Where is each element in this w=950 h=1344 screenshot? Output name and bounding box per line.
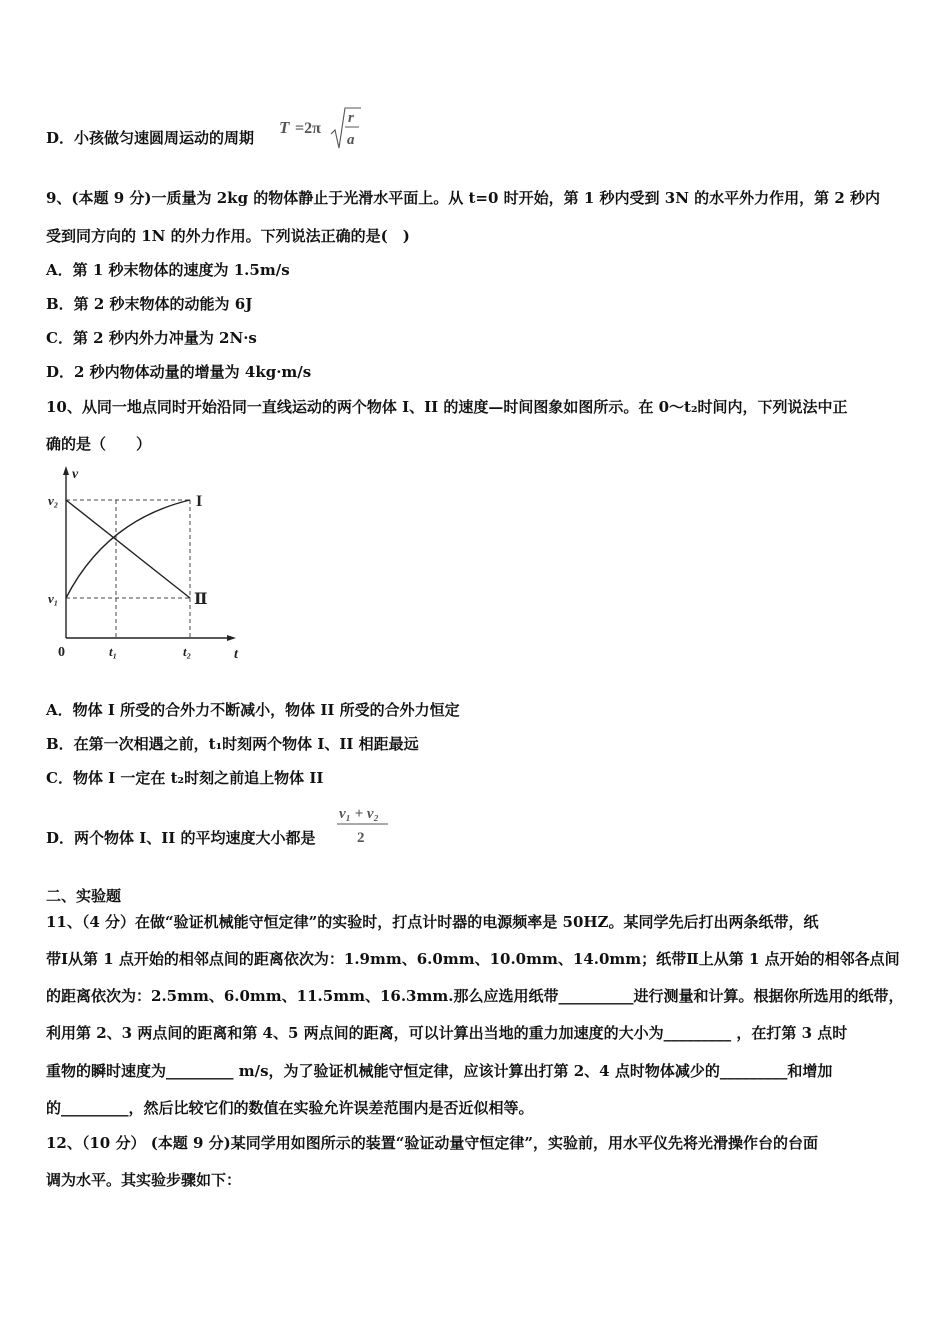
avg-velocity-fraction bbox=[334, 800, 394, 850]
q8-option-d: D．小孩做匀速圆周运动的周期 bbox=[46, 129, 255, 147]
line-ii bbox=[66, 500, 190, 598]
fraction-num: v₁ + v₂ bbox=[339, 806, 379, 822]
q10-option-c: C．物体 I 一定在 t₂时刻之前追上物体 II bbox=[46, 769, 324, 787]
q9-option-d: D．2 秒内物体动量的增量为 4kg·m/s bbox=[46, 363, 312, 381]
q10-stem-2: 确的是（ ） bbox=[46, 435, 152, 453]
t-axis-arrow bbox=[227, 635, 236, 641]
q9-option-b: B．第 2 秒末物体的动能为 6J bbox=[46, 295, 253, 313]
sqrt-sign bbox=[331, 108, 361, 148]
v-axis-label: v bbox=[72, 467, 79, 482]
q10-stem-1: 10、从同一地点同时开始沿同一直线运动的两个物体 I、II 的速度—时间图象如图所示。在 0～t₂时间内，下列说法中正 bbox=[46, 398, 848, 416]
v2-label: v₂ bbox=[48, 493, 59, 508]
q11-line-6: 的_________，然后比较它们的数值在实验允许误差范围内是否近似相等。 bbox=[46, 1099, 534, 1117]
q11-line-3: 的距离依次为：2.5mm、6.0mm、11.5mm、16.3mm.那么应选用纸带__________进行测量和计算。根据你所选用的纸带， bbox=[46, 987, 904, 1005]
t2-label: t₂ bbox=[183, 644, 192, 659]
q10-option-d: D．两个物体 I、II 的平均速度大小都是 bbox=[46, 829, 316, 847]
period-formula-svg bbox=[277, 104, 367, 152]
period-formula bbox=[277, 104, 367, 152]
q10-option-a: A．物体 I 所受的合外力不断减小，物体 II 所受的合外力恒定 bbox=[46, 701, 460, 719]
formula-num: r bbox=[348, 110, 354, 126]
q12-line-1: 12、（10 分） (本题 9 分)某同学用如图所示的装置“验证动量守恒定律”，实验前，用水平仪先将光滑操作台的台面 bbox=[46, 1134, 819, 1152]
q12-line-2: 调为水平。其实验步骤如下： bbox=[46, 1171, 242, 1189]
q9-option-c: C．第 2 秒内外力冲量为 2N·s bbox=[46, 329, 257, 347]
t1-label: t₁ bbox=[109, 644, 118, 659]
q9-option-a: A．第 1 秒末物体的速度为 1.5m/s bbox=[46, 261, 290, 279]
v-axis-arrow bbox=[63, 466, 69, 475]
q9-stem-1: 9、(本题 9 分)一质量为 2kg 的物体静止于光滑水平面上。从 t=0 时开始，第 1 秒内受到 3N 的水平外力作用，第 2 秒内 bbox=[46, 189, 881, 207]
origin-label: 0 bbox=[58, 645, 65, 660]
q9-stem-2: 受到同方向的 1N 的外力作用。下列说法正确的是( ) bbox=[46, 227, 410, 245]
formula-eq: =2π bbox=[295, 120, 321, 137]
formula-den: a bbox=[347, 132, 355, 148]
q11-line-2: 带Ⅰ从第 1 点开始的相邻点间的距离依次为：1.9mm、6.0mm、10.0mm、14.0mm；纸带Ⅱ上从第 1 点开始的相邻各点间 bbox=[46, 950, 900, 968]
v1-label: v₁ bbox=[48, 591, 59, 606]
line-ii-label: Ⅱ bbox=[194, 591, 208, 608]
q10-option-b: B．在第一次相遇之前，t₁时刻两个物体 I、II 相距最远 bbox=[46, 735, 419, 753]
t-axis-label: t bbox=[234, 647, 238, 662]
fraction-den: 2 bbox=[357, 830, 365, 846]
q11-line-1: 11、（4 分）在做“验证机械能守恒定律”的实验时，打点计时器的电源频率是 50HZ。某同学先后打出两条纸带，纸 bbox=[46, 913, 819, 931]
section-title: 二、实验题 bbox=[46, 887, 122, 905]
formula-t: T bbox=[279, 118, 290, 137]
curve-i-label: I bbox=[196, 493, 203, 510]
q11-line-5: 重物的瞬时速度为_________ m/s，为了验证机械能守恒定律，应该计算出打第 2、4 点时物体减少的_________和增加 bbox=[46, 1062, 833, 1080]
vt-graph bbox=[44, 462, 244, 662]
q11-line-4: 利用第 2、3 两点间的距离和第 4、5 两点间的距离，可以计算出当地的重力加速度的大小为_________ ，在打第 3 点时 bbox=[46, 1024, 848, 1042]
